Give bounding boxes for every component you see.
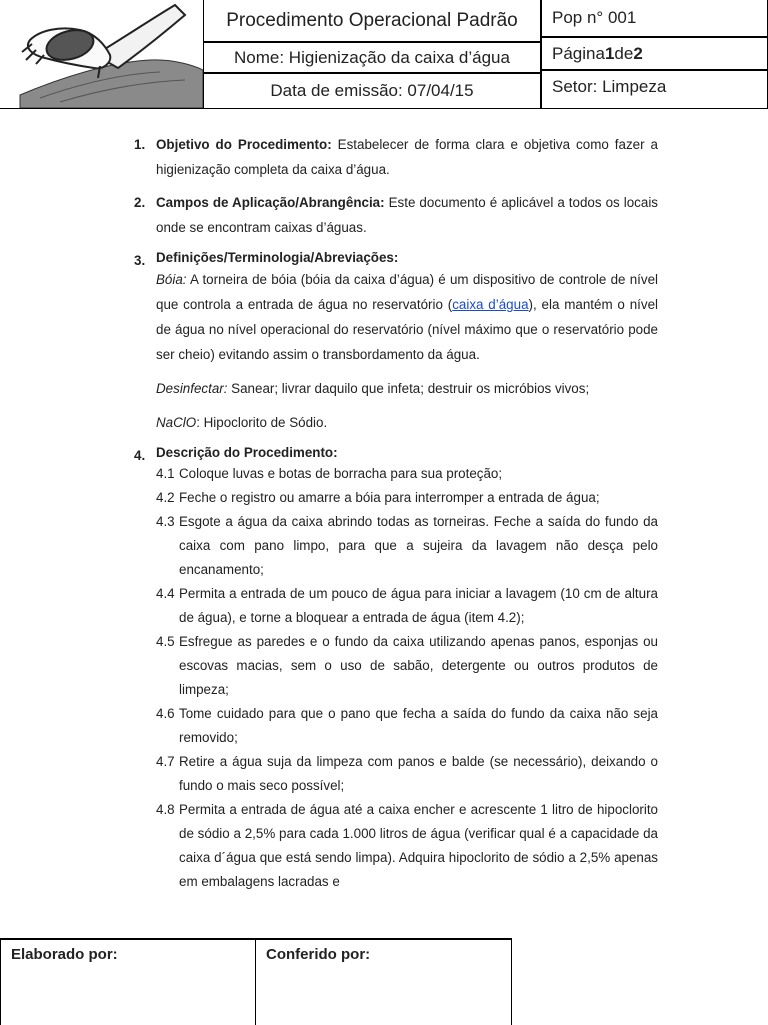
step-number: 4.8 (156, 802, 175, 817)
signature-table (0, 938, 512, 1025)
procedure-step (156, 486, 658, 510)
section-scope (134, 190, 658, 240)
section-text: Este documento é aplicável a todos os locais onde se encontram caixas d’águas. (156, 195, 658, 235)
procedure-step (156, 510, 658, 582)
section-heading: Objetivo do Procedimento: (156, 137, 332, 152)
prepared-by-cell: Elaborado por: (0, 939, 256, 1025)
step-number: 4.3 (156, 514, 175, 529)
procedure-step (156, 798, 658, 894)
section-number: 2. (134, 195, 146, 210)
step-text: Permita a entrada de um pouco de água para iniciar a lavagem (10 cm de altura de água), e torne a bloquear a entrada de água (item 4.2); (179, 586, 658, 625)
document-header (0, 0, 768, 110)
issue-date: Data de emissão: 07/04/15 (203, 73, 541, 109)
section-definitions (134, 248, 658, 435)
page-mid: de (614, 43, 634, 63)
definition-text: A torneira de bóia (bóia da caixa d’água) é um dispositivo de controle de nível que controla a entrada de água no reservatório ( (156, 272, 658, 312)
section-text: Estabelecer de forma clara e objetiva como fazer a higienização completa da caixa d’água. (156, 137, 658, 177)
procedure-step (156, 630, 658, 702)
step-text: Retire a água suja da limpeza com panos e balde (se necessário), deixando o fundo o mais seco possível; (179, 754, 658, 793)
page-current: 1 (604, 43, 615, 63)
document-title: Procedimento Operacional Padrão (203, 0, 541, 42)
procedure-step (156, 462, 658, 486)
step-number: 4.1 (156, 466, 175, 481)
step-text: Esgote a água da caixa abrindo todas as torneiras. Feche a saída do fundo da caixa com pano limpo, para que a sujeira da lavagem não desça pelo encanamento; (179, 514, 658, 577)
section-objective (134, 132, 658, 182)
definition-text: Sanear; livrar daquilo que infeta; destruir os micróbios vivos; (227, 381, 590, 396)
section-number: 1. (134, 137, 146, 152)
step-text: Permita a entrada de água até a caixa encher e acrescente 1 litro de hipoclorito de sódio a 2,5% para cada 1.000 litros de água (verificar qual é a capacidade da caixa d´água que está sendo limpa). Adquira hipoclorito de sódio a 2,5% apenas em embalagens lacradas e (179, 802, 658, 889)
pop-number: Pop n° 001 (541, 0, 768, 37)
definition-boia (156, 267, 658, 367)
section-procedure (134, 443, 658, 894)
hand-washing-illustration-icon (0, 0, 203, 108)
caixa-dagua-link[interactable]: caixa d’água (452, 297, 529, 312)
definition-desinfectar (156, 376, 658, 401)
checked-by-cell: Conferido por: (255, 939, 512, 1025)
definition-text: : Hipoclorito de Sódio. (196, 415, 328, 430)
step-text: Esfregue as paredes e o fundo da caixa utilizando apenas panos, esponjas ou escovas macias, sem o uso de sabão, detergente ou outros produtos de limpeza; (179, 634, 658, 697)
procedure-steps (156, 462, 658, 894)
term-naclo: NaClO (156, 415, 197, 430)
section-heading: Descrição do Procedimento: (156, 445, 338, 460)
step-number: 4.4 (156, 586, 175, 601)
page-prefix: Página (552, 43, 605, 63)
section-heading: Definições/Terminologia/Abreviações: (156, 250, 399, 265)
step-number: 4.2 (156, 490, 175, 505)
procedure-step (156, 750, 658, 798)
term-boia: Bóia: (156, 272, 187, 287)
procedure-name: Nome: Higienização da caixa d’água (203, 42, 541, 73)
step-number: 4.7 (156, 754, 175, 769)
section-heading: Campos de Aplicação/Abrangência: (156, 195, 385, 210)
procedure-step (156, 582, 658, 630)
document-body (134, 132, 658, 902)
step-text: Tome cuidado para que o pano que fecha a saída do fundo da caixa não seja removido; (179, 706, 658, 745)
definition-text: ), ela mantém o nível de água no nível operacional do reservatório (nível máximo que o reservatório pode ser cheio) evitando assim o transbordamento da água. (156, 297, 658, 362)
step-number: 4.6 (156, 706, 175, 721)
page-total: 2 (633, 43, 643, 63)
sector-label: Setor: Limpeza (541, 70, 768, 109)
section-number: 4. (134, 448, 146, 463)
step-number: 4.5 (156, 634, 175, 649)
term-desinfectar: Desinfectar: (156, 381, 228, 396)
section-number: 3. (134, 253, 146, 268)
step-text: Coloque luvas e botas de borracha para sua proteção; (179, 466, 503, 481)
page-indicator (541, 37, 768, 70)
procedure-step (156, 702, 658, 750)
definition-naclo (156, 410, 658, 435)
logo-cell (0, 0, 204, 109)
step-text: Feche o registro ou amarre a bóia para interromper a entrada de água; (179, 490, 600, 505)
